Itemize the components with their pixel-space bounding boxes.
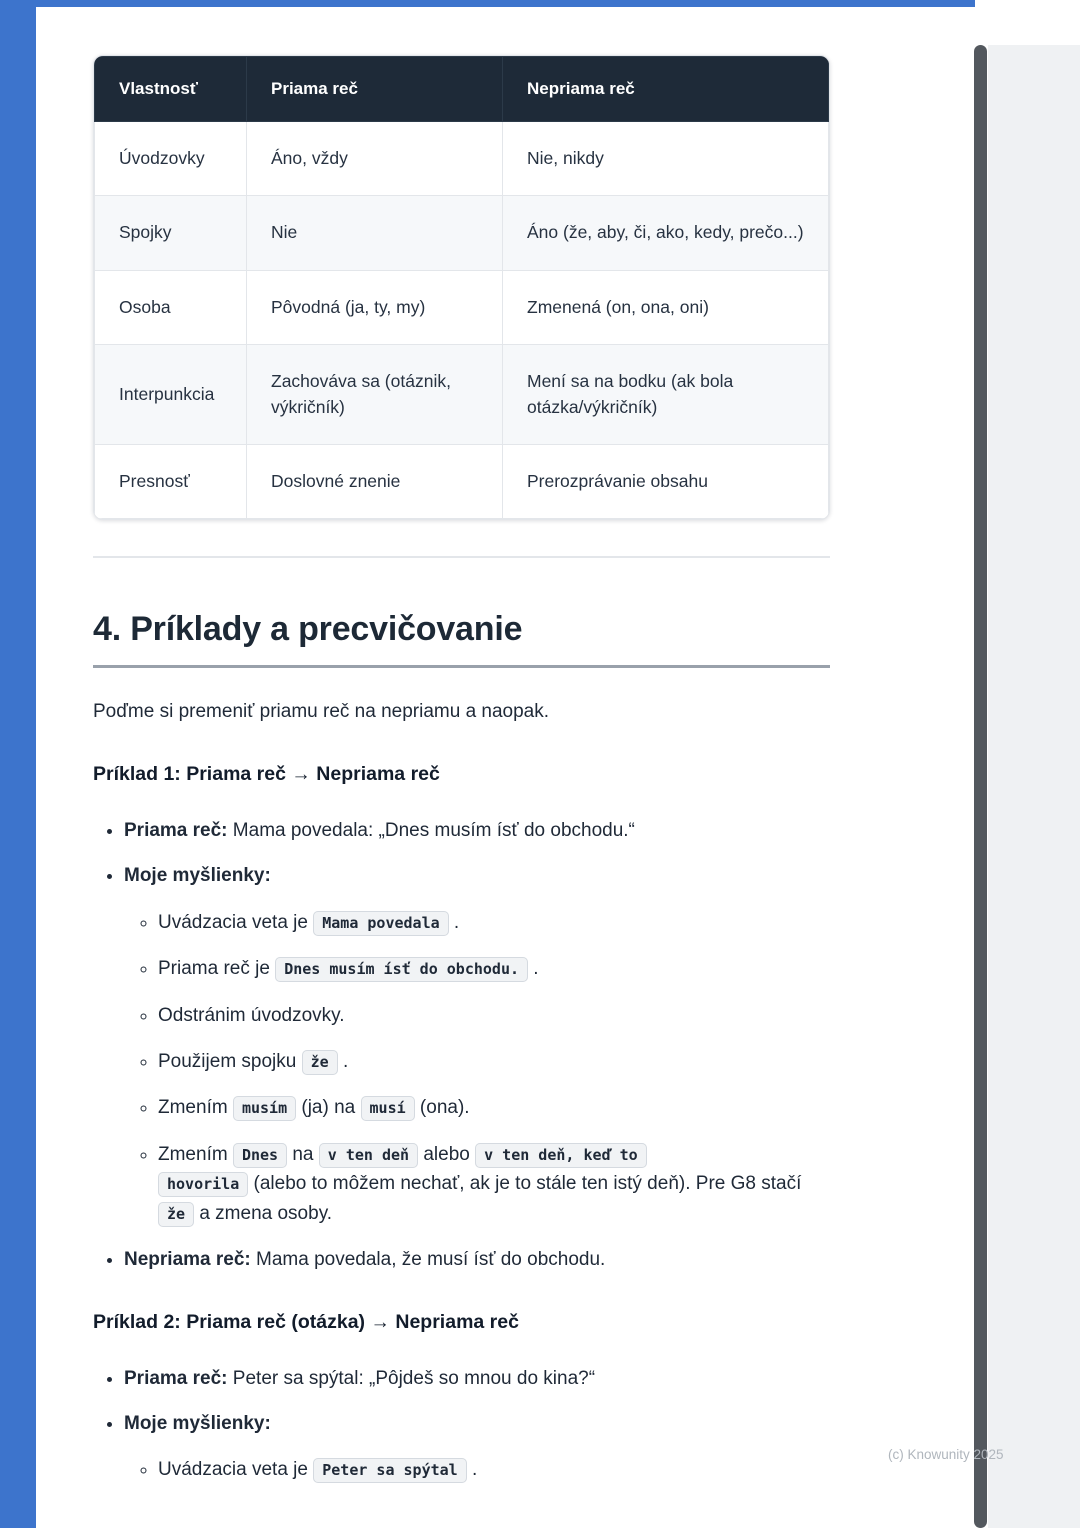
item-label: Nepriama reč:	[124, 1249, 251, 1271]
text-segment: Priama reč je	[158, 958, 276, 980]
list-item	[124, 816, 830, 845]
text-segment: .	[466, 1459, 478, 1481]
text-segment: a zmena osoby.	[194, 1202, 333, 1224]
table-cell: Presnosť	[95, 444, 247, 518]
code-chip: Dnes musím ísť do obchodu.	[275, 957, 528, 982]
table-row	[95, 444, 829, 518]
table-header-cell: Nepriama reč	[503, 57, 829, 122]
list-item	[124, 1364, 830, 1393]
item-label: Priama reč:	[124, 819, 228, 841]
table-cell: Nie, nikdy	[503, 122, 829, 196]
example1-steps-list	[124, 908, 830, 1229]
text-segment: (ja) na	[296, 1097, 361, 1119]
list-item	[158, 954, 830, 983]
table-cell: Úvodzovky	[95, 122, 247, 196]
table-cell: Interpunkcia	[95, 345, 247, 445]
code-chip: hovorila	[158, 1172, 248, 1197]
table-cell: Zachováva sa (otáznik, výkričník)	[247, 345, 503, 445]
example2-heading: Príklad 2: Priama reč (otázka) → Nepriama reč	[93, 1310, 519, 1333]
intro-paragraph: Poďme si premeniť priamu reč na nepriamu a naopak.	[93, 701, 550, 723]
code-chip: v ten deň, keď to	[475, 1143, 647, 1168]
table-cell: Doslovné znenie	[247, 444, 503, 518]
table-row	[95, 270, 829, 344]
text-segment: Mama povedala: „Dnes musím ísť do obchodu.“	[227, 819, 635, 841]
example2-steps-list	[124, 1455, 830, 1484]
code-chip: že	[158, 1202, 194, 1227]
text-segment: na	[287, 1143, 319, 1165]
text-segment: Peter sa spýtal: „Pôjdeš so mnou do kina?“	[227, 1367, 596, 1389]
example1-list	[93, 816, 830, 1275]
scrollbar[interactable]	[974, 45, 987, 1528]
list-item	[158, 1455, 830, 1484]
list-item	[124, 861, 830, 1228]
background-panel	[988, 45, 1080, 1528]
text-segment: Zmením	[158, 1143, 233, 1165]
table-cell: Zmenená (on, ona, oni)	[503, 270, 829, 344]
code-chip: musí	[361, 1096, 415, 1121]
text-segment: .	[448, 911, 460, 933]
text-segment: Uvádzacia veta je	[158, 911, 314, 933]
text-segment: alebo	[418, 1143, 476, 1165]
item-label: Moje myšlienky:	[124, 865, 271, 887]
table-row	[95, 122, 829, 196]
text-segment: .	[528, 958, 539, 980]
table-row	[95, 345, 829, 445]
table-cell: Prerozprávanie obsahu	[503, 444, 829, 518]
text-segment: Použijem spojku	[158, 1050, 302, 1072]
code-chip: že	[302, 1050, 338, 1075]
page-accent-left-strip	[0, 0, 36, 1528]
list-item	[158, 1140, 830, 1228]
table-header-cell: Vlastnosť	[95, 57, 247, 122]
list-item	[124, 1409, 830, 1485]
code-chip: musím	[233, 1096, 296, 1121]
section-heading: 4. Príklady a precvičovanie	[93, 610, 830, 668]
text-segment: (alebo to môžem nechať, ak je to stále ten istý deň). Pre G8 stačí	[248, 1173, 802, 1195]
item-label: Priama reč:	[124, 1367, 228, 1389]
section-divider	[93, 556, 830, 558]
page-accent-top-strip	[0, 0, 975, 7]
example1-heading: Príklad 1: Priama reč → Nepriama reč	[93, 762, 440, 785]
list-item	[158, 1093, 830, 1122]
table-row	[95, 196, 829, 270]
table-cell: Mení sa na bodku (ak bola otázka/výkričník)	[503, 345, 829, 445]
code-chip: Mama povedala	[313, 911, 448, 936]
table-cell: Osoba	[95, 270, 247, 344]
code-chip: Peter sa spýtal	[313, 1458, 466, 1483]
table-cell: Nie	[247, 196, 503, 270]
code-chip: Dnes	[233, 1143, 287, 1168]
table-cell: Áno (že, aby, či, ako, kedy, prečo...)	[503, 196, 829, 270]
table-header-cell: Priama reč	[247, 57, 503, 122]
table-cell: Pôvodná (ja, ty, my)	[247, 270, 503, 344]
item-label: Moje myšlienky:	[124, 1413, 271, 1434]
list-item	[158, 1001, 830, 1030]
table-header-row	[95, 57, 829, 122]
list-item	[158, 908, 830, 937]
text-segment: Odstránim úvodzovky.	[158, 1004, 345, 1026]
text-segment: Uvádzacia veta je	[158, 1459, 314, 1481]
table-cell: Áno, vždy	[247, 122, 503, 196]
list-item	[124, 1245, 830, 1274]
list-item	[158, 1047, 830, 1076]
code-chip: v ten deň	[319, 1143, 418, 1168]
text-segment: (ona).	[414, 1097, 470, 1119]
text-segment: Zmením	[158, 1097, 233, 1119]
table-cell: Spojky	[95, 196, 247, 270]
watermark: (c) Knowunity 2025	[888, 1447, 1004, 1462]
example2-list	[93, 1364, 830, 1485]
comparison-table	[93, 55, 830, 520]
text-segment: Mama povedala, že musí ísť do obchodu.	[250, 1249, 606, 1271]
document-content	[93, 55, 830, 1502]
text-segment: .	[337, 1050, 349, 1072]
